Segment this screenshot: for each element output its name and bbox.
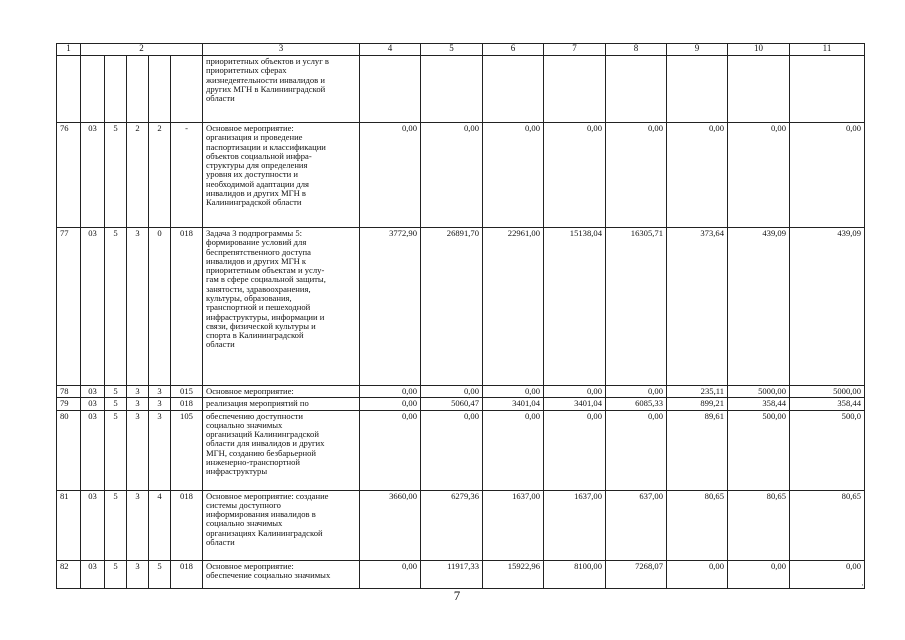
code-cell: 018 (171, 398, 203, 410)
header-col-7: 7 (544, 44, 606, 56)
value-cell (421, 56, 483, 123)
header-col-11: 11 (790, 44, 865, 56)
value-cell: 0,00 (421, 123, 483, 228)
value-cell: 0,00 (483, 123, 544, 228)
code-cell: 5 (105, 490, 127, 560)
value-cell: 0,00 (421, 386, 483, 398)
value-cell: 0,00 (728, 560, 790, 588)
value-cell: 0,00 (360, 410, 421, 490)
value-cell: 16305,71 (606, 228, 667, 386)
value-cell (544, 56, 606, 123)
value-cell: 0,00 (667, 123, 728, 228)
value-cell (667, 56, 728, 123)
code-cell: 3 (127, 560, 149, 588)
value-cell: 0,00 (606, 386, 667, 398)
corner-mark: · (861, 580, 864, 590)
code-cell: 03 (81, 410, 105, 490)
code-cell: 03 (81, 228, 105, 386)
table-row (57, 228, 865, 386)
value-cell: 0,00 (360, 123, 421, 228)
value-cell: 3772,90 (360, 228, 421, 386)
value-cell: 0,00 (606, 410, 667, 490)
value-cell: 373,64 (667, 228, 728, 386)
code-cell: 5 (105, 410, 127, 490)
code-cell: 018 (171, 490, 203, 560)
code-cell: 0 (149, 228, 171, 386)
code-cell: 5 (105, 228, 127, 386)
value-cell (483, 56, 544, 123)
description-cell: реализация мероприятий по (203, 398, 360, 410)
value-cell: 235,11 (667, 386, 728, 398)
value-cell: 0,00 (483, 410, 544, 490)
code-cell (127, 56, 149, 123)
table-row (57, 56, 865, 123)
header-col-9: 9 (667, 44, 728, 56)
code-cell: 03 (81, 490, 105, 560)
header-col-10: 10 (728, 44, 790, 56)
value-cell: 0,00 (606, 123, 667, 228)
value-cell: 500,0 (790, 410, 865, 490)
row-number-cell: 76 (57, 123, 81, 228)
value-cell: 3401,04 (544, 398, 606, 410)
header-col-3: 3 (203, 44, 360, 56)
code-cell: - (171, 123, 203, 228)
code-cell: 03 (81, 560, 105, 588)
budget-table (56, 43, 865, 589)
value-cell: 358,44 (728, 398, 790, 410)
value-cell: 5000,00 (728, 386, 790, 398)
description-cell: Основное мероприятие: создание системы доступного информирования инвалидов в социально значимых организациях Калининградской области (203, 490, 360, 560)
value-cell: 3660,00 (360, 490, 421, 560)
value-cell: 0,00 (360, 560, 421, 588)
value-cell: 3401,04 (483, 398, 544, 410)
code-cell: 5 (105, 560, 127, 588)
page-number: 7 (453, 588, 461, 603)
code-cell: 3 (127, 386, 149, 398)
code-cell: 3 (127, 490, 149, 560)
code-cell: 2 (127, 123, 149, 228)
description-cell: приоритетных объектов и услуг в приоритетных сферах жизнедеятельности инвалидов и других МГН в Калининградской области (203, 56, 360, 123)
value-cell: 0,00 (544, 386, 606, 398)
value-cell: 5060,47 (421, 398, 483, 410)
value-cell: 0,00 (728, 123, 790, 228)
value-cell: 11917,33 (421, 560, 483, 588)
code-cell: 3 (149, 410, 171, 490)
value-cell: 6279,36 (421, 490, 483, 560)
code-cell: 03 (81, 386, 105, 398)
header-col-2: 2 (81, 44, 203, 56)
description-cell: Основное мероприятие: организация и проведение паспортизации и классификации объектов социальной инфра- структуры для определения уровня их доступности и необходимой адаптации для инвалидов и других МГН в Калининградской области (203, 123, 360, 228)
value-cell: 0,00 (360, 398, 421, 410)
row-number-cell (57, 56, 81, 123)
code-cell: 5 (149, 560, 171, 588)
code-cell: 03 (81, 123, 105, 228)
value-cell: 89,61 (667, 410, 728, 490)
value-cell: 0,00 (790, 560, 865, 588)
value-cell: 0,00 (544, 123, 606, 228)
code-cell: 3 (127, 410, 149, 490)
value-cell: 1637,00 (483, 490, 544, 560)
header-col-4: 4 (360, 44, 421, 56)
code-cell: 3 (149, 398, 171, 410)
value-cell: 8100,00 (544, 560, 606, 588)
value-cell: 439,09 (728, 228, 790, 386)
code-cell: 3 (127, 398, 149, 410)
value-cell: 7268,07 (606, 560, 667, 588)
row-number-cell: 79 (57, 398, 81, 410)
value-cell: 1637,00 (544, 490, 606, 560)
description-cell: Основное мероприятие: обеспечение социально значимых (203, 560, 360, 588)
table-row (57, 123, 865, 228)
value-cell: 80,65 (728, 490, 790, 560)
value-cell: 5000,00 (790, 386, 865, 398)
code-cell: 2 (149, 123, 171, 228)
value-cell: 899,21 (667, 398, 728, 410)
code-cell: 4 (149, 490, 171, 560)
value-cell: 0,00 (483, 386, 544, 398)
row-number-cell: 82 (57, 560, 81, 588)
value-cell: 439,09 (790, 228, 865, 386)
table-row (57, 410, 865, 490)
value-cell: 637,00 (606, 490, 667, 560)
code-cell: 018 (171, 560, 203, 588)
header-row (57, 44, 865, 56)
code-cell: 03 (81, 398, 105, 410)
description-cell: обеспечению доступности социально значимых организаций Калининградской области для инвалидов и других МГН, созданию безбарьерной инженерно-транспортной инфраструктуры (203, 410, 360, 490)
code-cell: 5 (105, 386, 127, 398)
code-cell (81, 56, 105, 123)
code-cell: 105 (171, 410, 203, 490)
value-cell (790, 56, 865, 123)
value-cell: 22961,00 (483, 228, 544, 386)
value-cell: 500,00 (728, 410, 790, 490)
header-col-1: 1 (57, 44, 81, 56)
value-cell (728, 56, 790, 123)
value-cell: 80,65 (667, 490, 728, 560)
code-cell (149, 56, 171, 123)
value-cell: 0,00 (360, 386, 421, 398)
table-row (57, 398, 865, 410)
description-cell: Задача 3 подпрограммы 5: формирование условий для беспрепятственного доступа инвалидов и других МГН к приоритетным объектам и услу- гам в сфере социальной защиты, занятости, здравоохранения, культуры, образования, транспортной и пешеходной инфраструктуры, информации и связи, физической культуры и спорта в Калининградской области (203, 228, 360, 386)
code-cell (105, 56, 127, 123)
value-cell (360, 56, 421, 123)
row-number-cell: 77 (57, 228, 81, 386)
code-cell: 5 (105, 123, 127, 228)
code-cell: 5 (105, 398, 127, 410)
code-cell: 018 (171, 228, 203, 386)
value-cell: 0,00 (667, 560, 728, 588)
value-cell: 15138,04 (544, 228, 606, 386)
header-col-6: 6 (483, 44, 544, 56)
row-number-cell: 80 (57, 410, 81, 490)
value-cell: 26891,70 (421, 228, 483, 386)
code-cell: 3 (149, 386, 171, 398)
header-col-8: 8 (606, 44, 667, 56)
value-cell: 15922,96 (483, 560, 544, 588)
code-cell (171, 56, 203, 123)
description-cell: Основное мероприятие: (203, 386, 360, 398)
row-number-cell: 78 (57, 386, 81, 398)
table-row (57, 490, 865, 560)
value-cell: 358,44 (790, 398, 865, 410)
code-cell: 3 (127, 228, 149, 386)
value-cell: 0,00 (544, 410, 606, 490)
table-row (57, 386, 865, 398)
table-row (57, 560, 865, 588)
value-cell: 0,00 (421, 410, 483, 490)
value-cell: 0,00 (790, 123, 865, 228)
value-cell (606, 56, 667, 123)
value-cell: 80,65 (790, 490, 865, 560)
code-cell: 015 (171, 386, 203, 398)
document-sheet (56, 43, 865, 589)
value-cell: 6085,33 (606, 398, 667, 410)
row-number-cell: 81 (57, 490, 81, 560)
header-col-5: 5 (421, 44, 483, 56)
